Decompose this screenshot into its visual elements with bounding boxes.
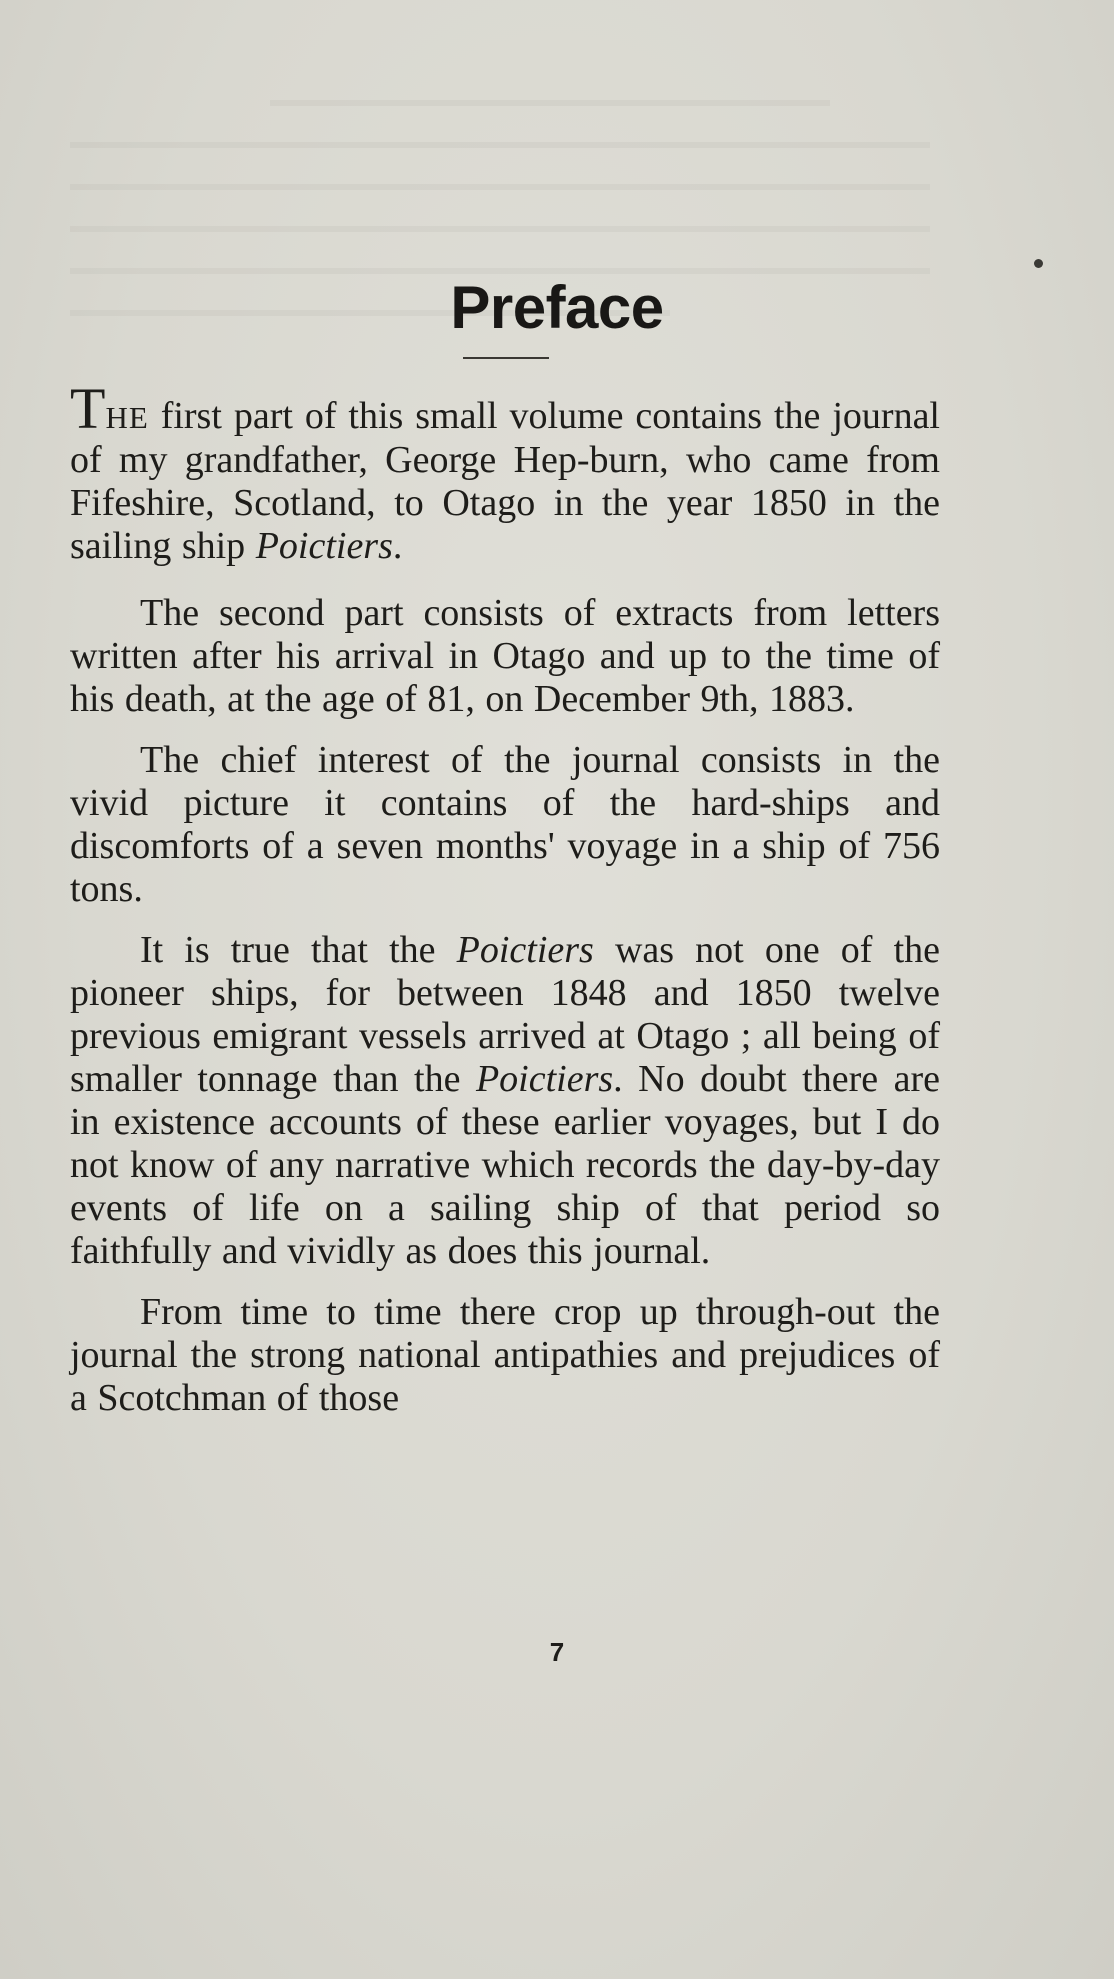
show-through-line	[270, 100, 830, 106]
show-through-text	[70, 100, 970, 430]
paragraph-text: first part of this small volume contains the journal of my grandfather, George Hep-burn, who came from Fifeshire, Scotland, to Otago in the year 1850 in the sailing ship	[70, 395, 940, 567]
paper-speck	[1034, 259, 1043, 268]
paragraph-2	[70, 592, 940, 721]
page-title: Preface	[450, 274, 664, 342]
title-rule	[463, 357, 549, 359]
paragraph-end: .	[392, 525, 403, 567]
show-through-line	[70, 142, 930, 148]
show-through-line	[70, 226, 930, 232]
paragraph-4	[70, 929, 940, 1273]
paragraph-text: From time to time there crop up through-out the journal the strong national antipathies and prejudices of a Scotchman of those	[70, 1291, 940, 1419]
paragraph-5	[70, 1291, 940, 1420]
ship-name: Poictiers	[255, 525, 393, 567]
paragraph-text: . No doubt there are in existence accounts of these earlier voyages, but I do not know of any narrative which records the day-by-day events of life on a sailing ship of that period so faithfully and vividly as does this journal.	[70, 1058, 940, 1272]
paragraph-3	[70, 739, 940, 911]
paragraph-text: The second part consists of extracts from letters written after his arrival in Otago and up to the time of his death, at the age of 81, on December 9th, 1883.	[70, 592, 940, 720]
paragraph-text: The chief interest of the journal consists in the vivid picture it contains of the hard-ships and discomforts of a seven months' voyage in a ship of 756 tons.	[70, 739, 940, 910]
ship-name: Poictiers	[475, 1058, 614, 1100]
show-through-line	[70, 184, 930, 190]
small-caps-opening: HE	[105, 400, 149, 435]
preface-body	[70, 376, 940, 1438]
page-number: 7	[549, 1637, 565, 1667]
paragraph-text: was not one of the pioneer ships, for between 1848 and 1850 twelve previous emigrant vessels arrived at Otago ; all being of smaller tonnage than the	[70, 929, 940, 1100]
paragraph-1	[70, 376, 940, 568]
ship-name: Poictiers	[456, 929, 594, 971]
paragraph-text: It is true that the	[140, 929, 457, 971]
drop-cap: T	[70, 376, 106, 441]
